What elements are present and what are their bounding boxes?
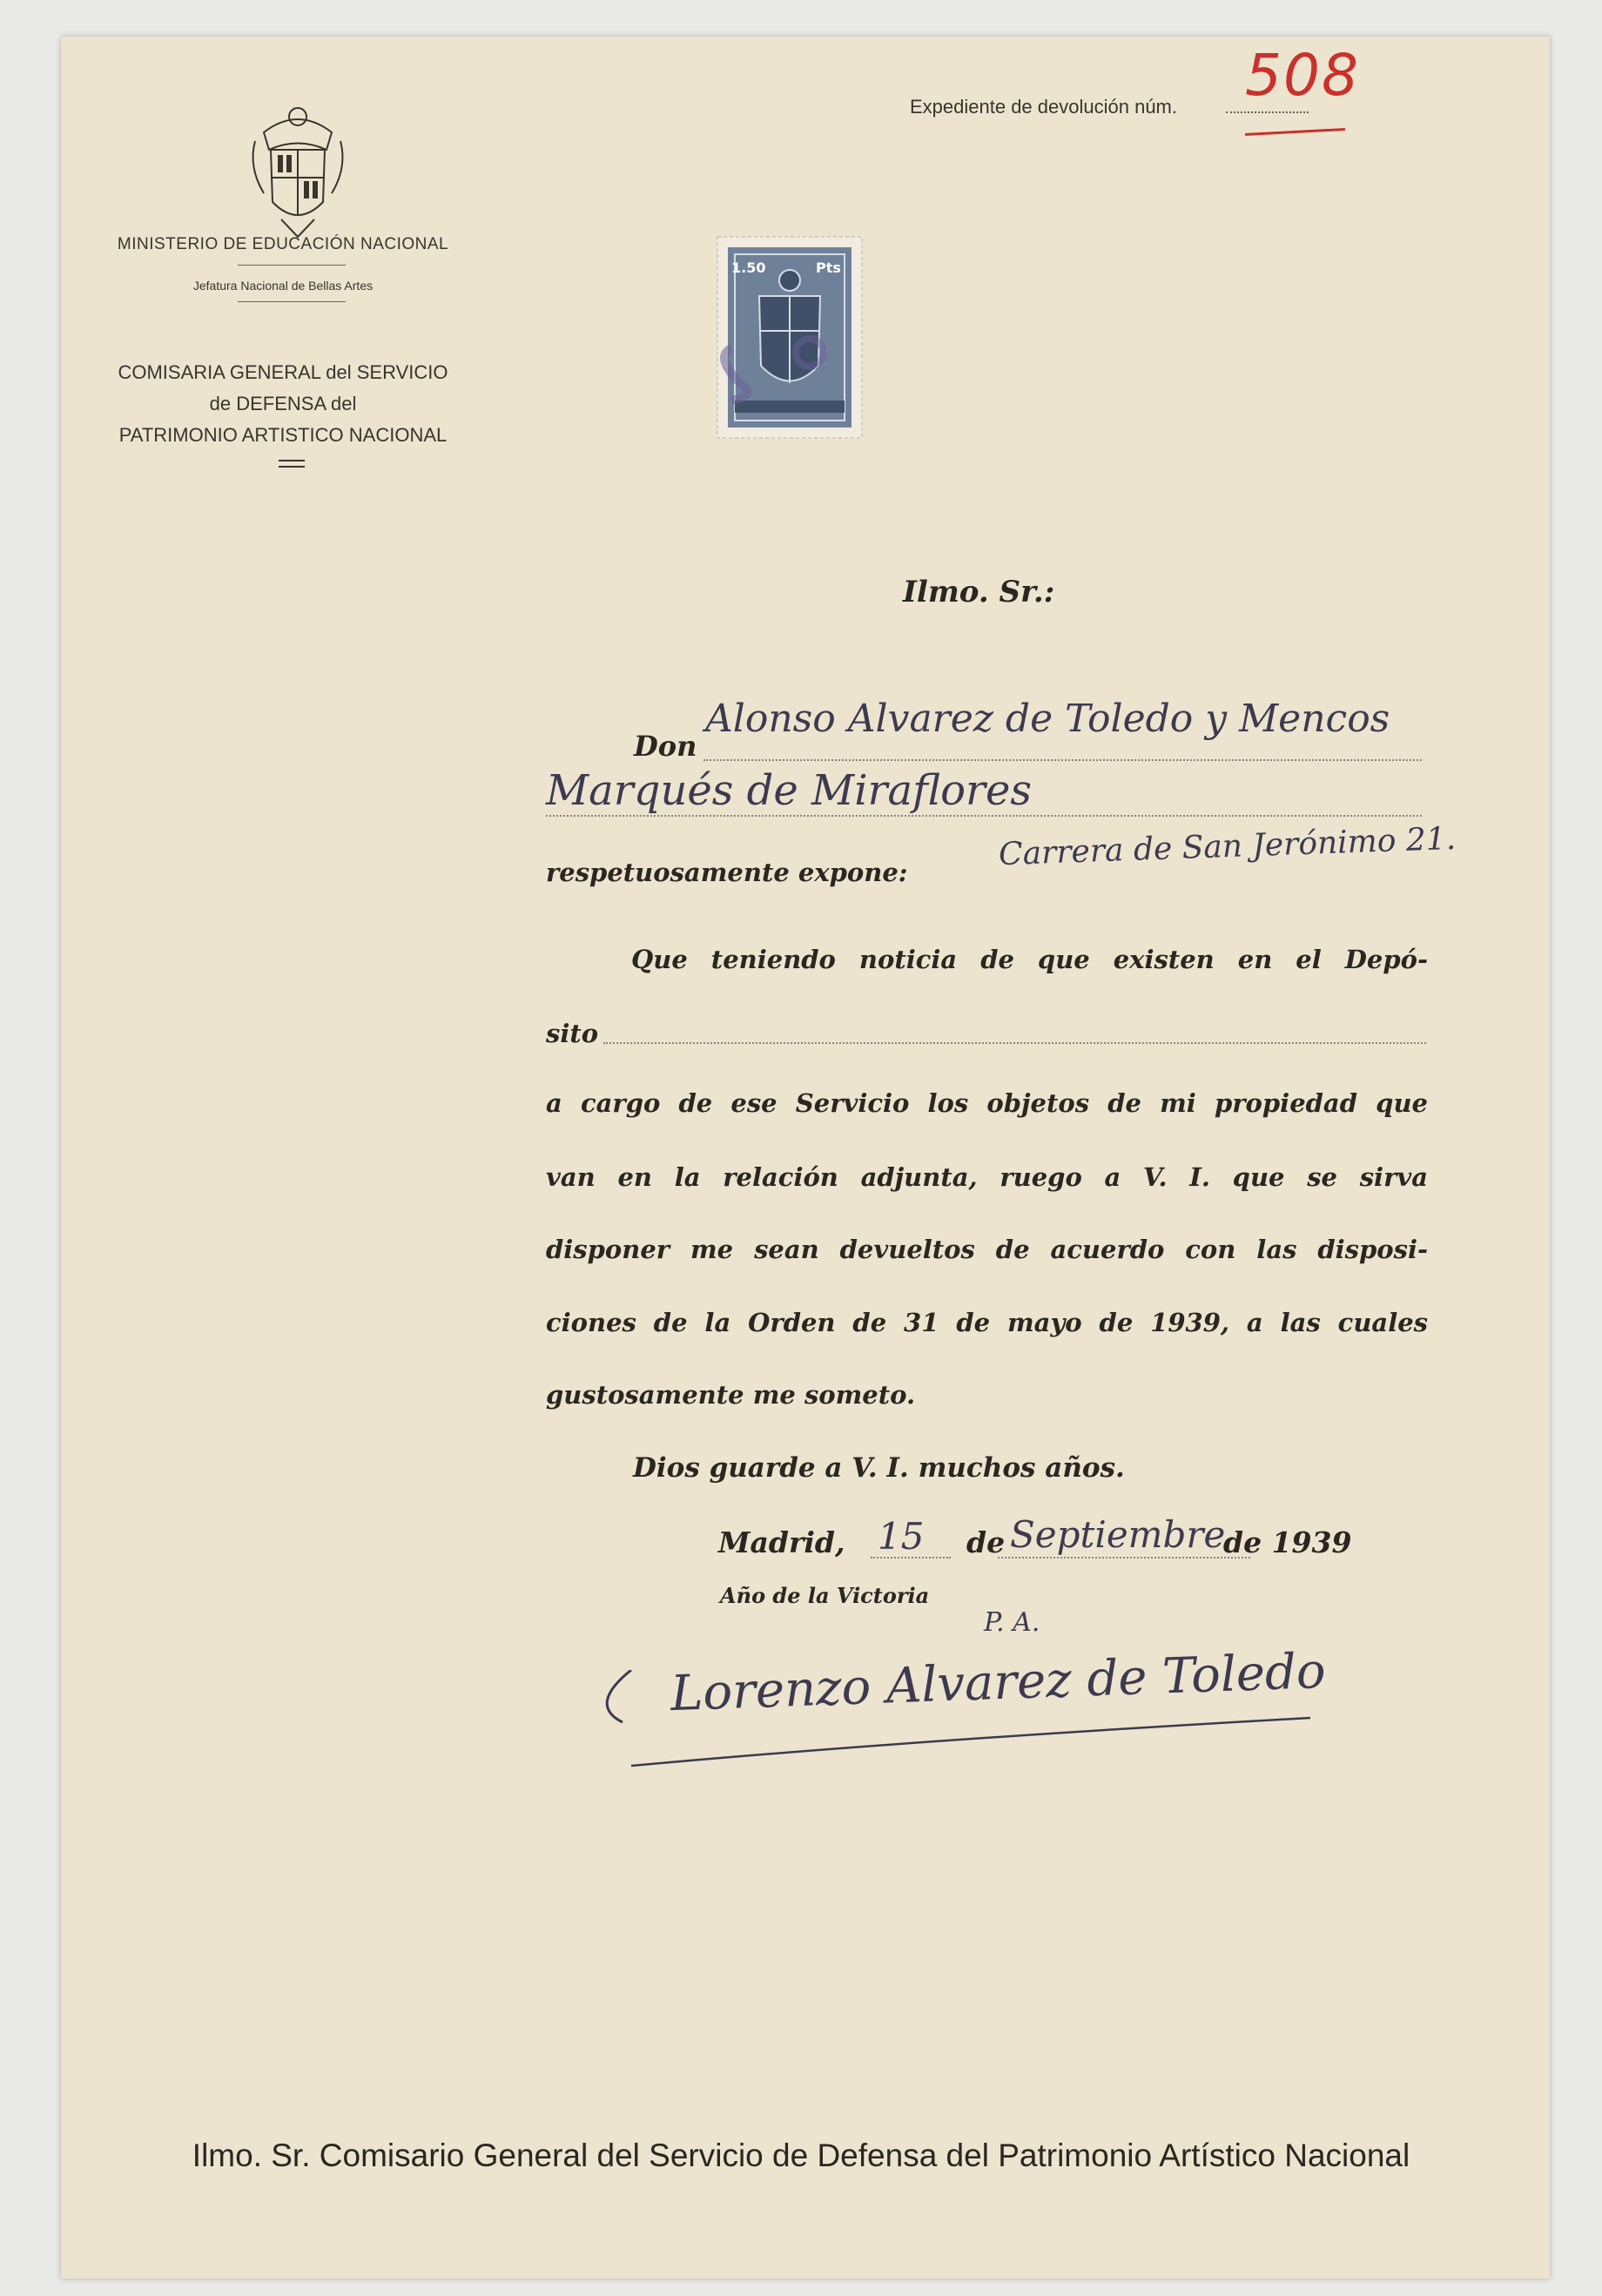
salutation: Ilmo. Sr.: [903, 575, 1055, 609]
letterhead-rule [279, 466, 305, 468]
body-line-6: ciones de la Orden de 31 de mayo de 1939, a las cuales [546, 1308, 1428, 1337]
signature: Lorenzo Alvarez de Toledo [670, 1642, 1327, 1723]
jefatura-name: Jefatura Nacional de Bellas Artes [192, 279, 374, 293]
letterhead-divider [238, 265, 346, 266]
comisaria-line-2: de DEFENSA del [209, 393, 357, 414]
name-dotted-line-2 [546, 815, 1422, 817]
comisaria-line-3: PATRIMONIO ARTISTICO NACIONAL [118, 424, 448, 446]
date-year: de 1939 [1223, 1525, 1352, 1559]
handwritten-month: Septiembre [1010, 1513, 1226, 1556]
coat-of-arms-icon [246, 98, 349, 246]
stamp-currency: Pts [816, 259, 841, 276]
body-line-2: sito [546, 1019, 599, 1048]
stamp-value: 1.50 [731, 259, 766, 276]
signature-flourish-icon [570, 1670, 1319, 1774]
closing-formula: Dios guarde a V. I. muchos años. [633, 1452, 1125, 1484]
addressee-footer: Ilmo. Sr. Comisario General del Servicio de Defensa del Patrimonio Artístico Nacional [192, 2138, 1410, 2173]
expediente-number: 508 [1245, 42, 1360, 109]
expediente-label: Expediente de devolución núm. [910, 96, 1177, 118]
name-dotted-line [703, 759, 1422, 761]
body-line-4: van en la relación adjunta, ruego a V. I. que se sirva [546, 1162, 1428, 1192]
ministry-name: MINISTERIO DE EDUCACIÓN NACIONAL [117, 235, 449, 253]
date-place: Madrid, [718, 1525, 845, 1559]
body-line-3: a cargo de ese Servicio los objetos de mi propiedad que [546, 1088, 1428, 1118]
handwritten-day: 15 [878, 1515, 925, 1558]
letterhead-divider [238, 301, 346, 302]
cancellation-mark-icon [679, 313, 836, 409]
letterhead-rule [279, 460, 305, 461]
body-line-5: disponer me sean devueltos de acuerdo con las disposi- [546, 1235, 1428, 1264]
deposito-dotted-line [603, 1042, 1426, 1044]
handwritten-name-line-2: Marqués de Miraflores [546, 766, 1032, 815]
month-dotted-line [998, 1557, 1250, 1559]
expone-text: respetuosamente expone: [546, 858, 908, 887]
expediente-dotted-line [1226, 111, 1309, 113]
handwritten-address: Carrera de San Jerónimo 21. [998, 820, 1457, 873]
body-line-1: Que teniendo noticia de que existen en el Depó- [631, 945, 1428, 974]
don-label: Don [634, 730, 697, 763]
year-note: Año de la Victoria [720, 1583, 930, 1608]
handwritten-pa: P. A. [984, 1607, 1040, 1638]
comisaria-line-1: COMISARIA GENERAL del SERVICIO [118, 361, 448, 383]
handwritten-name-line-1: Alonso Alvarez de Toledo y Mencos [705, 697, 1390, 741]
date-de: de [966, 1525, 1006, 1559]
body-line-7: gustosamente me someto. [546, 1380, 916, 1410]
